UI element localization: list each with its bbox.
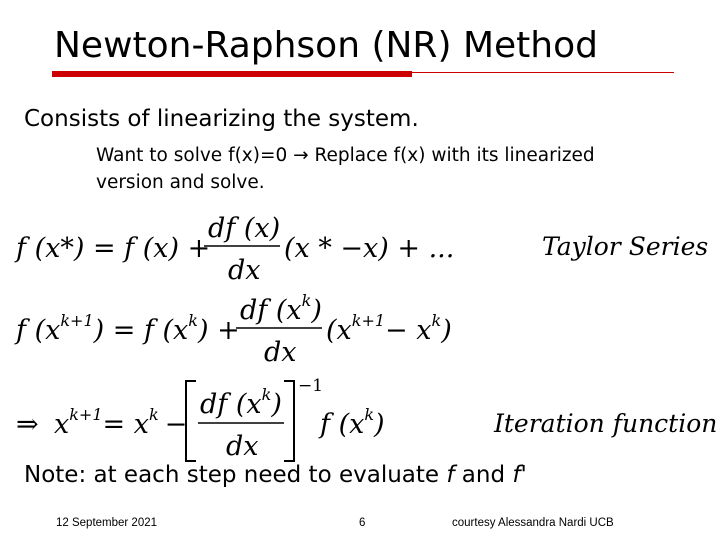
step-denominator: dx bbox=[264, 337, 297, 368]
bullet-linearizing: Consists of linearizing the system. bbox=[24, 106, 419, 132]
note-prefix: Note: at each step need to evaluate bbox=[24, 462, 447, 488]
iter-numerator: df $(x^k)$ bbox=[200, 385, 282, 420]
title-rule-thick bbox=[52, 71, 412, 77]
sub-bullet-solve: Want to solve f(x)=0 → Replace f(x) with its linearized version and solve. bbox=[96, 145, 595, 193]
note-f: f bbox=[446, 462, 455, 488]
right-bracket bbox=[284, 381, 294, 461]
iteration-label: Iteration function bbox=[494, 409, 718, 438]
taylor-rhs: (x * −x) + ... bbox=[284, 233, 455, 264]
taylor-equation bbox=[14, 213, 708, 286]
taylor-label: Taylor Series bbox=[542, 232, 709, 261]
equations bbox=[0, 205, 720, 465]
iter-f: f $(x^k)$ bbox=[320, 405, 385, 440]
taylor-lhs: f (x*) = f (x) + bbox=[16, 233, 211, 264]
step-lhs: f $(x^{k+1}) = f$ $(x^k)$ + bbox=[16, 311, 240, 346]
step-equation bbox=[14, 291, 452, 368]
note-text bbox=[24, 460, 527, 490]
iter-lhs: $x^{k+1}= x^k$ − bbox=[54, 405, 188, 440]
footer-page-number: 6 bbox=[359, 517, 366, 529]
iteration-equation bbox=[16, 376, 717, 462]
left-bracket bbox=[186, 381, 196, 461]
taylor-numerator: df (x) bbox=[208, 213, 281, 244]
step-rhs: $(x^{k+1}- x^k)$ bbox=[326, 311, 452, 346]
footer-date: 12 September 2021 bbox=[56, 517, 158, 529]
title-rule-thin bbox=[412, 72, 674, 73]
iter-denominator: dx bbox=[226, 431, 259, 462]
note-fprime: f' bbox=[512, 462, 527, 488]
slide-title: Newton-Raphson (NR) Method bbox=[54, 25, 598, 66]
note-and: and bbox=[454, 462, 513, 488]
taylor-denominator: dx bbox=[228, 255, 261, 286]
inverse-exponent: −1 bbox=[298, 376, 324, 396]
implies-arrow: ⇒ bbox=[16, 409, 39, 440]
step-numerator: df $(x^k)$ bbox=[240, 291, 322, 326]
footer-credit: courtesy Alessandra Nardi UCB bbox=[452, 517, 614, 529]
